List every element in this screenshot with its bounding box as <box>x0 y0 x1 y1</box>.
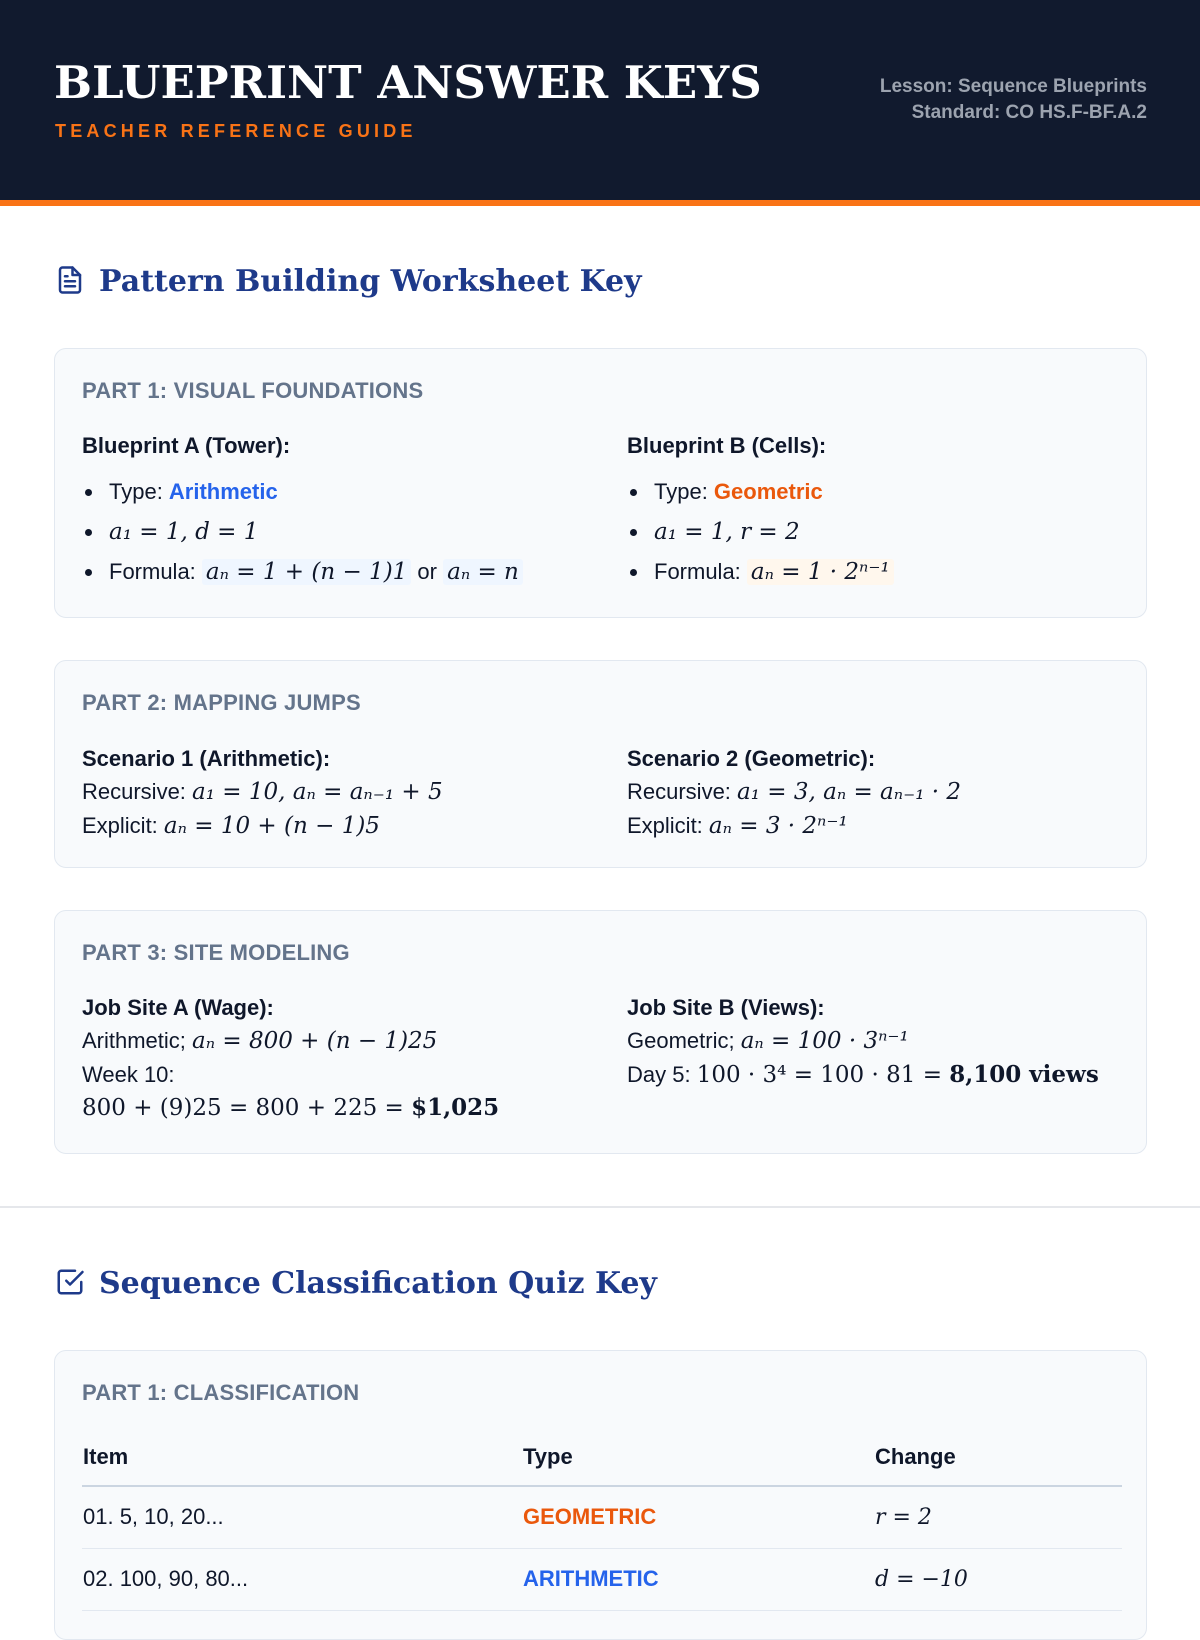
blueprint-a-list <box>82 472 602 592</box>
classification-table <box>82 1429 1122 1611</box>
list-item: Type: Geometric <box>627 472 1127 512</box>
job-site-b-heading: Job Site B (Views): <box>627 995 825 1020</box>
formula-b: aₙ = 1 · 2ⁿ⁻¹ <box>747 559 894 585</box>
list-item: Formula: aₙ = 1 · 2ⁿ⁻¹ <box>627 552 1127 592</box>
cell-change: r = 2 <box>874 1486 1122 1548</box>
page-title: BLUEPRINT ANSWER KEYS <box>54 56 762 109</box>
job-site-a <box>82 991 602 1125</box>
page-header <box>0 0 1200 206</box>
formula-a2: aₙ = n <box>443 559 523 585</box>
cell-type: GEOMETRIC <box>522 1486 874 1548</box>
formula-a1: aₙ = 1 + (n − 1)1 <box>202 559 411 585</box>
job-site-b-answer: 8,100 views <box>949 1061 1099 1088</box>
header-meta <box>880 74 1147 126</box>
blueprint-b <box>627 429 1127 592</box>
part1-visual-card <box>54 348 1147 618</box>
quiz-title: Sequence Classification Quiz Key <box>99 1266 657 1301</box>
job-site-a-heading: Job Site A (Wage): <box>82 995 274 1020</box>
job-site-a-line3: 800 + (9)25 = 800 + 225 = $1,025 <box>82 1094 500 1121</box>
job-site-b-line2: Day 5: 100 · 3⁴ = 100 · 81 = 8,100 views <box>627 1061 1099 1088</box>
blueprint-b-heading: Blueprint B (Cells): <box>627 433 827 458</box>
list-item: a₁ = 1, r = 2 <box>627 512 1127 552</box>
part2-mapping-card <box>54 660 1147 868</box>
worksheet-section-title <box>55 264 642 299</box>
job-site-a-line1: Arithmetic; aₙ = 800 + (n − 1)25 <box>82 1028 438 1054</box>
list-item: a₁ = 1, d = 1 <box>82 512 602 552</box>
lesson-label: Lesson: Sequence Blueprints <box>879 76 1147 97</box>
blueprint-b-list <box>627 472 1127 592</box>
list-item: Type: Arithmetic <box>82 472 602 512</box>
table-row <box>82 1548 1122 1610</box>
job-site-a-answer: $1,025 <box>411 1094 500 1121</box>
scenario-1 <box>82 742 602 843</box>
scenario-1-heading: Scenario 1 (Arithmetic): <box>82 746 331 771</box>
table-header-row <box>82 1429 1122 1486</box>
column-header-item: Item <box>82 1429 522 1486</box>
scenario-2-recursive: Recursive: a₁ = 3, aₙ = aₙ₋₁ · 2 <box>627 779 962 805</box>
worksheet-title: Pattern Building Worksheet Key <box>99 264 642 299</box>
scenario-1-explicit: Explicit: aₙ = 10 + (n − 1)5 <box>82 813 380 839</box>
blueprint-a <box>82 429 602 592</box>
job-site-b <box>627 991 1137 1092</box>
cell-item: 01. 5, 10, 20... <box>82 1486 522 1548</box>
job-site-b-line1: Geometric; aₙ = 100 · 3ⁿ⁻¹ <box>627 1028 909 1054</box>
type-geometric: Geometric <box>713 479 823 504</box>
cell-item: 02. 100, 90, 80... <box>82 1548 522 1610</box>
standard-label: Standard: CO HS.F-BF.A.2 <box>911 102 1147 123</box>
list-item: Formula: aₙ = 1 + (n − 1)1 or aₙ = n <box>82 552 602 592</box>
scenario-2 <box>627 742 1127 843</box>
document-icon <box>55 265 85 295</box>
column-header-change: Change <box>874 1429 1122 1486</box>
scenario-2-heading: Scenario 2 (Geometric): <box>627 746 876 771</box>
cell-change: d = −10 <box>874 1548 1122 1610</box>
section-divider <box>0 1206 1200 1208</box>
part2-label: PART 2: MAPPING JUMPS <box>82 690 361 715</box>
quiz-part1-label: PART 1: CLASSIFICATION <box>82 1380 360 1405</box>
quiz-section-title <box>55 1266 657 1301</box>
type-arithmetic: Arithmetic <box>168 479 278 504</box>
cell-type: ARITHMETIC <box>522 1548 874 1610</box>
part1-label: PART 1: VISUAL FOUNDATIONS <box>82 378 424 403</box>
table-row <box>82 1486 1122 1548</box>
column-header-type: Type <box>522 1429 874 1486</box>
checkbox-icon <box>55 1267 85 1297</box>
job-site-a-line2: Week 10: <box>82 1062 175 1087</box>
quiz-classification-card <box>54 1350 1147 1640</box>
scenario-2-explicit: Explicit: aₙ = 3 · 2ⁿ⁻¹ <box>627 813 848 839</box>
part3-label: PART 3: SITE MODELING <box>82 940 350 965</box>
part3-site-card <box>54 910 1147 1154</box>
blueprint-a-heading: Blueprint A (Tower): <box>82 433 291 458</box>
page-subtitle: TEACHER REFERENCE GUIDE <box>55 121 417 141</box>
scenario-1-recursive: Recursive: a₁ = 10, aₙ = aₙ₋₁ + 5 <box>82 779 443 805</box>
